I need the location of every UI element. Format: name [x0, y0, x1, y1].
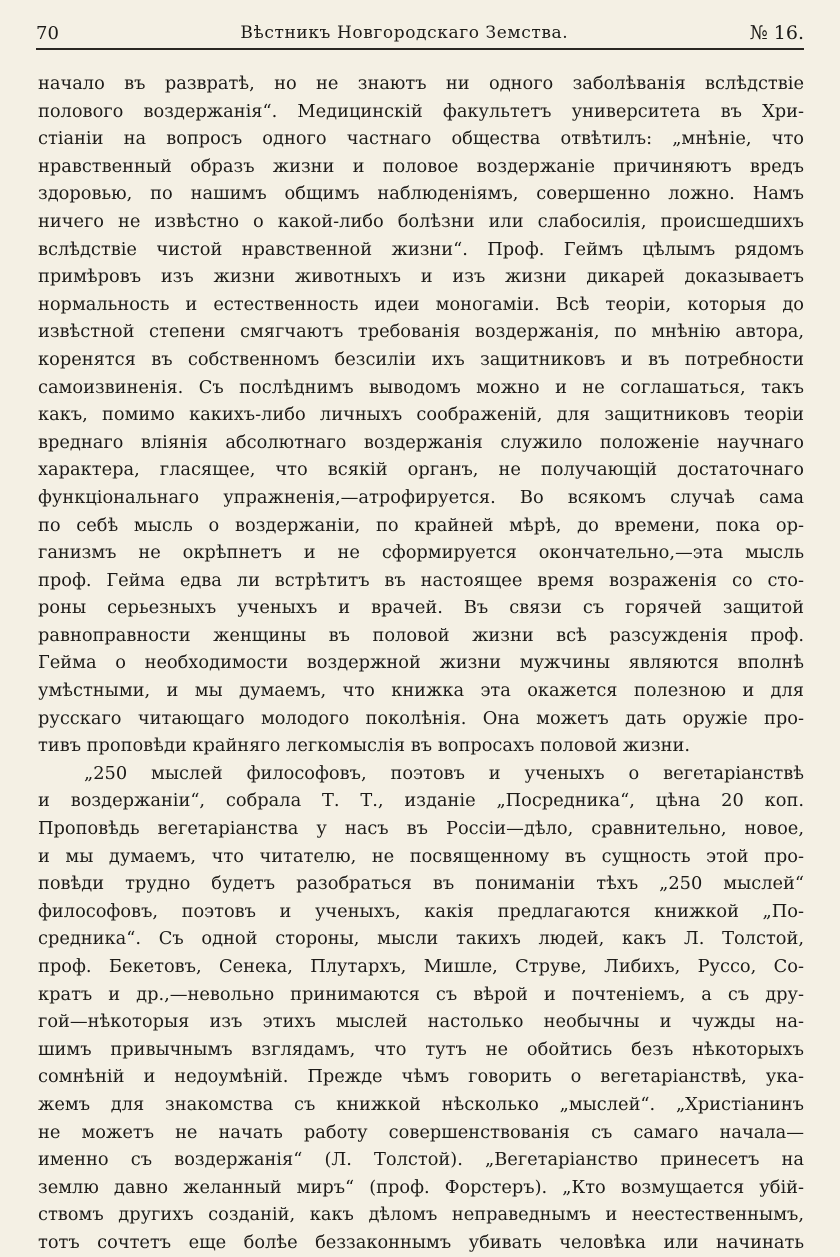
text-line: проф. Гейма едва ли встрѣтитъ въ настоящее время возраженія со сто-: [38, 569, 804, 591]
text-line: не можетъ не начать работу совершенствованія съ самаго начала—: [38, 1121, 804, 1143]
text-line: коренятся въ собственномъ безсиліи ихъ защитниковъ и въ потребности: [38, 348, 804, 370]
text-line: извѣстной степени смягчаютъ требованія воздержанія, по мнѣнію автора,: [38, 321, 804, 343]
text-line: по себѣ мысль о воздержаніи, по крайней мѣрѣ, до времени, пока ор-: [38, 514, 804, 536]
text-line: и мы думаемъ, что читателю, не посвященному въ сущность этой про-: [38, 845, 804, 867]
text-line: и воздержаніи“, собрала Т. Т., изданіе „Посредника“, цѣна 20 коп.: [38, 790, 804, 812]
text-line: тивъ проповѣди крайняго легкомыслія въ вопросахъ половой жизни.: [38, 735, 691, 757]
text-line: характера, гласящее, что всякій органъ, не получающій достаточнаго: [38, 459, 804, 481]
text-line: начало въ развратѣ, но не знаютъ ни одного заболѣванія вслѣдствіе: [38, 73, 804, 94]
text-line: функціональнаго упражненія,—атрофируется. Во всякомъ случаѣ сама: [38, 486, 804, 508]
text-line: ствомъ другихъ созданій, какъ дѣломъ неправеднымъ и неестественнымъ,: [38, 1204, 804, 1226]
text-line: ничего не извѣстно о какой-либо болѣзни или слабосилія, происшедшихъ: [38, 210, 804, 232]
text-line: средника“. Съ одной стороны, мысли такихъ людей, какъ Л. Толстой,: [38, 928, 804, 950]
text-line: именно съ воздержанія“ (Л. Толстой). „Вегетаріанство принесетъ на: [38, 1149, 804, 1171]
text-line: повѣди трудно будетъ разобраться въ пониманіи тѣхъ „250 мыслей“: [38, 873, 804, 895]
text-line: шимъ привычнымъ взглядамъ, что тутъ не обойтись безъ нѣкоторыхъ: [38, 1038, 804, 1060]
text-line: гой—нѣкоторыя изъ этихъ мыслей настолько необычны и чужды на-: [38, 1011, 804, 1033]
text-line: ганизмъ не окрѣпнетъ и не сформируется окончательно,—эта мысль: [38, 542, 804, 564]
text-line: кратъ и др.,—невольно принимаются съ вѣрой и почтеніемъ, а съ дру-: [38, 983, 804, 1005]
text-line: „250 мыслей философовъ, поэтовъ и ученыхъ о вегетаріанствѣ: [84, 762, 804, 784]
text-line: нравственный образъ жизни и половое воздержаніе причиняютъ вредъ: [38, 155, 804, 177]
text-line: сомнѣній и недоумѣній. Прежде чѣмъ говорить о вегетаріанствѣ, ука-: [38, 1066, 804, 1088]
text-line: полового воздержанія“. Медицинскій факультетъ университета въ Хри-: [38, 100, 804, 122]
page-header: [36, 18, 804, 50]
text-line: философовъ, поэтовъ и ученыхъ, какія предлагаются книжкой „По-: [38, 900, 804, 922]
text-line: самоизвиненія. Съ послѣднимъ выводомъ можно и не соглашаться, такъ: [38, 376, 804, 398]
text-line: нормальность и естественность идеи моногаміи. Всѣ теоріи, которыя до: [38, 293, 804, 315]
text-line: стіаніи на вопросъ одного частнаго общества отвѣтилъ: „мнѣніе, что: [38, 128, 804, 150]
journal-title: Вѣстникъ Новгородскаго Земства.: [240, 23, 569, 43]
issue-number: № 16.: [749, 22, 804, 44]
text-line: умѣстными, и мы думаемъ, что книжка эта окажется полезною и для: [38, 680, 804, 702]
text-line: проф. Бекетовъ, Сенека, Плутархъ, Мишле, Струве, Либихъ, Руссо, Со-: [38, 956, 804, 977]
text-line: вслѣдствіе чистой нравственной жизни“. Проф. Геймъ цѣлымъ рядомъ: [38, 238, 804, 260]
text-line: вреднаго вліянія абсолютнаго воздержанія служило положеніе научнаго: [38, 431, 804, 453]
text-line: равноправности женщины въ половой жизни всѣ разсужденія проф.: [38, 624, 804, 646]
text-line: тотъ сочтетъ еще болѣе беззаконнымъ убивать человѣка или начинать: [38, 1231, 804, 1253]
text-line: Гейма о необходимости воздержной жизни мужчины являются вполнѣ: [38, 652, 804, 674]
text-line: роны серьезныхъ ученыхъ и врачей. Въ связи съ горячей защитой: [38, 597, 804, 619]
text-line: здоровью, по нашимъ общимъ наблюденіямъ, совершенно ложно. Намъ: [38, 183, 804, 205]
text-line: русскаго читающаго молодого поколѣнія. Она можетъ дать оружіе про-: [38, 707, 804, 729]
text-line: землю давно желанный миръ“ (проф. Форстеръ). „Кто возмущается убій-: [38, 1176, 804, 1198]
text-line: жемъ для знакомства съ книжкой нѣсколько „мыслей“. „Христіанинъ: [38, 1093, 804, 1115]
text-line: Проповѣдь вегетаріанства у насъ въ Россіи—дѣло, сравнительно, новое,: [38, 818, 804, 840]
article-body: [38, 70, 804, 1257]
text-line: примѣровъ изъ жизни животныхъ и изъ жизни дикарей доказываетъ: [38, 266, 804, 288]
text-line: какъ, помимо какихъ-либо личныхъ соображеній, для защитниковъ теоріи: [38, 404, 804, 426]
page-number: 70: [36, 22, 59, 44]
